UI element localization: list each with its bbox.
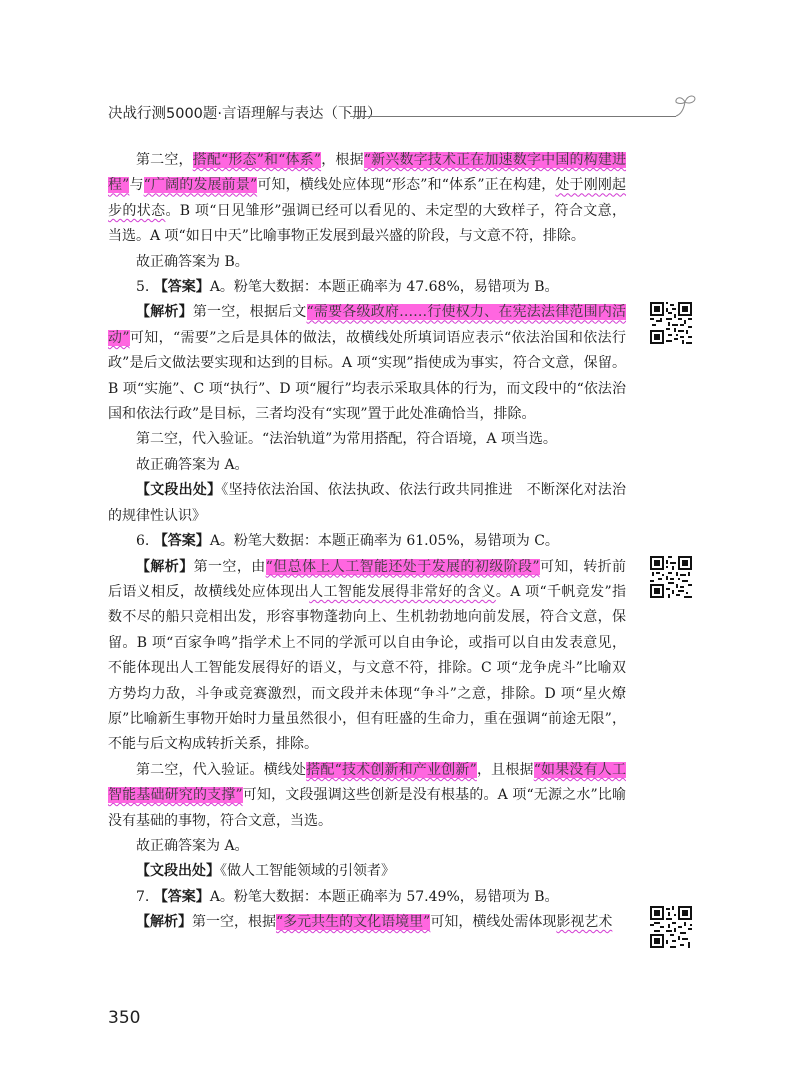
highlight: “新兴数字技术正在加速数字中国的构建进程” <box>108 152 627 194</box>
answer-explanations <box>108 148 626 936</box>
qr-code-icon[interactable] <box>650 906 692 948</box>
highlight: “但总体上人工智能还处于发展的初级阶段” <box>265 558 540 575</box>
q5-analysis: 【解析】第一空，根据后文“需要各级政府……行使权力、在宪法法律范围内活动”可知，“需要”之后是具体的做法，故横线处所填词语应表示“依法治国和依法行政”是后文做法要实现和达到的目标。A 项“实现”指使成为事实，符合文意，保留。B 项“实施”、C 项“执行”、D 项“履行”均表示采取具体的行为，而文段中的“依法治国和依法行政”是目标，三者均没有“实现”置于此处准确恰当，排除。 <box>108 304 627 423</box>
running-header <box>108 102 678 124</box>
highlight: “广阔的发展前景” <box>143 177 258 194</box>
q7-analysis: 【解析】第一空，根据“多元共生的文化语境里”可知，横线处需体现影视艺术 <box>136 914 613 931</box>
wavy-underline: 处于刚刚起步的状态 <box>108 177 626 219</box>
highlight: “需要各级政府……行使权力、在宪法法律范围内活动” <box>108 304 627 346</box>
qr-code-icon[interactable] <box>650 556 692 598</box>
highlight: “如果没有人工智能基础研究的支撑” <box>108 761 626 804</box>
paragraph: 第二空，代入验证。“法治轨道”为常用搭配，符合语境，A 项当选。 <box>136 431 557 448</box>
q7-answer: 7. 【答案】A。粉笔大数据：本题正确率为 57.49%，易错项为 B。 <box>136 888 559 905</box>
paragraph: 故正确答案为 B。 <box>136 253 249 270</box>
paragraph: 故正确答案为 A。 <box>136 837 249 854</box>
sprout-icon <box>672 92 698 118</box>
q6-analysis: 【解析】第一空，由“但总体上人工智能还处于发展的初级阶段”可知，转折前后语义相反，故横线处应体现出人工智能发展得非常好的含义。A 项“千帆竞发”指数不尽的船只竞相出发，形容事物蓬勃向上、生机勃勃地向前发展，符合文意，保留。B 项“百家争鸣”指学术上不同的学派可以自由争论，或指可以自由发表意见，不能体现出人工智能发展得好的语义，与文意不符，排除。C 项“龙争虎斗”比喻双方势均力敌，斗争或竞赛激烈，而文段并未体现“争斗”之意，排除。D 项“星火燎原”比喻新生事物开始时力量虽然很小，但有旺盛的生命力，重在强调“前途无限”，不能与后文构成转折关系，排除。 <box>108 558 627 753</box>
qr-code-icon[interactable] <box>650 302 692 344</box>
paragraph: 故正确答案为 A。 <box>136 456 249 473</box>
q6-answer: 6. 【答案】A。粉笔大数据：本题正确率为 61.05%，易错项为 C。 <box>136 533 559 550</box>
q6-source: 【文段出处】《做人工智能领域的引领者》 <box>136 863 395 880</box>
wavy-underline: 影视艺术 <box>556 914 613 931</box>
wavy-underline: 人工智能发展得非常好的含义 <box>309 583 496 600</box>
highlight: 搭配“形态”和“体系” <box>192 152 322 168</box>
highlight: 搭配“技术创新和产业创新” <box>306 761 477 778</box>
header-rule <box>350 116 676 117</box>
paragraph: 第二空，代入验证。横线处搭配“技术创新和产业创新”，且根据“如果没有人工智能基础研究的支撑”可知，文段强调这些创新是没有根基的。A 项“无源之水”比喻没有基础的事物，符合文意，当选。 <box>108 761 626 829</box>
q5-source: 【文段出处】《坚持依法治国、依法执政、依法行政共同推进 不断深化对法治的规律性认识》 <box>108 482 627 524</box>
page-number: 350 <box>108 1008 141 1028</box>
q5-answer: 5. 【答案】A。粉笔大数据：本题正确率为 47.68%，易错项为 B。 <box>136 279 559 296</box>
highlight: “多元共生的文化语境里” <box>276 914 431 931</box>
paragraph: 第二空，搭配“形态”和“体系”，根据“新兴数字技术正在加速数字中国的构建进程”与“广阔的发展前景”可知，横线处应体现“形态”和“体系”正在构建，处于刚刚起步的状态。B 项“日见雏形”强调已经可以看见的、未定型的大致样子，符合文意，当选。A 项“如日中天”比喻事物正发展到最兴盛的阶段，与文意不符，排除。 <box>108 152 627 245</box>
header-title: 决战行测5000题·言语理解与表达（下册） <box>108 106 382 122</box>
